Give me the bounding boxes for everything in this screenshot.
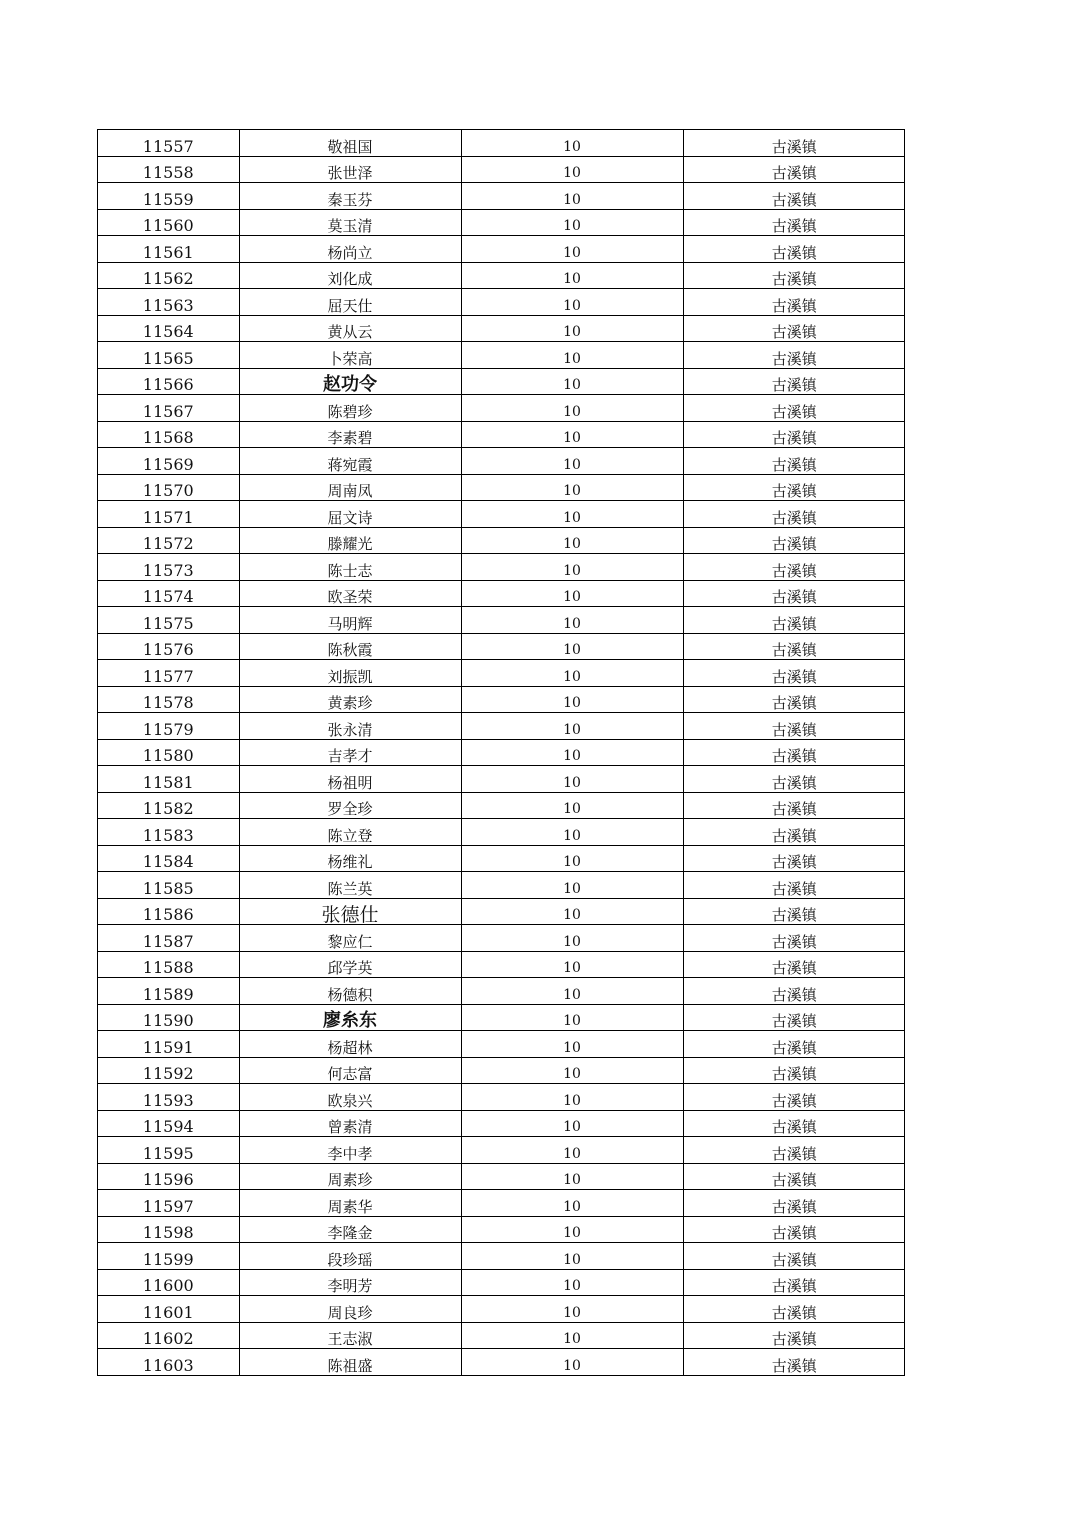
cell-name: 陈士志 (239, 554, 461, 581)
cell-name: 周南凤 (239, 474, 461, 501)
cell-name: 曾素清 (239, 1110, 461, 1137)
table-row (98, 925, 905, 952)
cell-amount: 10 (461, 872, 683, 899)
cell-amount: 10 (461, 1243, 683, 1270)
cell-amount: 10 (461, 474, 683, 501)
cell-amount: 10 (461, 713, 683, 740)
cell-name: 周良珍 (239, 1296, 461, 1323)
cell-amount: 10 (461, 209, 683, 236)
cell-name: 陈立登 (239, 819, 461, 846)
cell-name: 陈秋霞 (239, 633, 461, 660)
table-row (98, 1243, 905, 1270)
cell-town: 古溪镇 (683, 501, 905, 528)
cell-town: 古溪镇 (683, 209, 905, 236)
table-row (98, 1110, 905, 1137)
cell-town: 古溪镇 (683, 951, 905, 978)
cell-id: 11560 (98, 209, 239, 236)
cell-name: 罗全珍 (239, 792, 461, 819)
table-row (98, 501, 905, 528)
cell-name: 蒋宛霞 (239, 448, 461, 475)
cell-amount: 10 (461, 845, 683, 872)
cell-name: 杨尚立 (239, 236, 461, 263)
cell-town: 古溪镇 (683, 845, 905, 872)
cell-id: 11589 (98, 978, 239, 1005)
table-row (98, 474, 905, 501)
cell-town: 古溪镇 (683, 792, 905, 819)
cell-name: 杨祖明 (239, 766, 461, 793)
cell-town: 古溪镇 (683, 633, 905, 660)
table-row (98, 395, 905, 422)
cell-name: 邱学英 (239, 951, 461, 978)
cell-amount: 10 (461, 1084, 683, 1111)
cell-town: 古溪镇 (683, 1269, 905, 1296)
cell-id: 11601 (98, 1296, 239, 1323)
table-row (98, 183, 905, 210)
cell-id: 11590 (98, 1004, 239, 1031)
cell-amount: 10 (461, 1190, 683, 1217)
cell-id: 11600 (98, 1269, 239, 1296)
cell-amount: 10 (461, 925, 683, 952)
cell-amount: 10 (461, 1322, 683, 1349)
cell-id: 11573 (98, 554, 239, 581)
cell-id: 11585 (98, 872, 239, 899)
cell-amount: 10 (461, 395, 683, 422)
cell-id: 11565 (98, 342, 239, 369)
cell-town: 古溪镇 (683, 130, 905, 156)
cell-id: 11575 (98, 607, 239, 634)
cell-id: 11599 (98, 1243, 239, 1270)
cell-name: 廖糸东 (239, 1004, 461, 1031)
cell-town: 古溪镇 (683, 978, 905, 1005)
cell-name: 李中孝 (239, 1137, 461, 1164)
cell-town: 古溪镇 (683, 1110, 905, 1137)
cell-id: 11580 (98, 739, 239, 766)
cell-amount: 10 (461, 289, 683, 316)
table-row (98, 898, 905, 925)
cell-amount: 10 (461, 819, 683, 846)
cell-id: 11583 (98, 819, 239, 846)
cell-name: 马明辉 (239, 607, 461, 634)
cell-id: 11579 (98, 713, 239, 740)
cell-town: 古溪镇 (683, 183, 905, 210)
cell-amount: 10 (461, 183, 683, 210)
cell-amount: 10 (461, 792, 683, 819)
cell-id: 11571 (98, 501, 239, 528)
cell-town: 古溪镇 (683, 580, 905, 607)
cell-town: 古溪镇 (683, 739, 905, 766)
cell-amount: 10 (461, 1004, 683, 1031)
cell-id: 11562 (98, 262, 239, 289)
cell-name: 李素碧 (239, 421, 461, 448)
cell-town: 古溪镇 (683, 262, 905, 289)
table-row (98, 845, 905, 872)
cell-town: 古溪镇 (683, 395, 905, 422)
cell-town: 古溪镇 (683, 1296, 905, 1323)
cell-amount: 10 (461, 236, 683, 263)
cell-name: 张世泽 (239, 156, 461, 183)
cell-name: 周素华 (239, 1190, 461, 1217)
cell-name: 张德仕 (239, 898, 461, 925)
cell-id: 11572 (98, 527, 239, 554)
cell-name: 滕耀光 (239, 527, 461, 554)
cell-amount: 10 (461, 368, 683, 395)
table-row (98, 1269, 905, 1296)
cell-id: 11559 (98, 183, 239, 210)
cell-amount: 10 (461, 739, 683, 766)
table-row (98, 686, 905, 713)
cell-town: 古溪镇 (683, 368, 905, 395)
cell-town: 古溪镇 (683, 156, 905, 183)
cell-town: 古溪镇 (683, 1349, 905, 1375)
table-row (98, 1322, 905, 1349)
cell-id: 11576 (98, 633, 239, 660)
cell-town: 古溪镇 (683, 607, 905, 634)
table-row (98, 315, 905, 342)
cell-name: 屈天仕 (239, 289, 461, 316)
cell-name: 陈祖盛 (239, 1349, 461, 1375)
cell-amount: 10 (461, 951, 683, 978)
table-row (98, 1163, 905, 1190)
cell-id: 11593 (98, 1084, 239, 1111)
cell-town: 古溪镇 (683, 1163, 905, 1190)
cell-town: 古溪镇 (683, 686, 905, 713)
cell-town: 古溪镇 (683, 421, 905, 448)
cell-town: 古溪镇 (683, 898, 905, 925)
cell-town: 古溪镇 (683, 236, 905, 263)
cell-amount: 10 (461, 421, 683, 448)
table-row (98, 792, 905, 819)
cell-name: 杨德积 (239, 978, 461, 1005)
table-row (98, 978, 905, 1005)
cell-town: 古溪镇 (683, 1137, 905, 1164)
cell-id: 11602 (98, 1322, 239, 1349)
table-row (98, 1296, 905, 1323)
table-row (98, 554, 905, 581)
cell-amount: 10 (461, 342, 683, 369)
table-row (98, 607, 905, 634)
cell-amount: 10 (461, 130, 683, 156)
cell-amount: 10 (461, 1163, 683, 1190)
cell-id: 11598 (98, 1216, 239, 1243)
cell-name: 李明芳 (239, 1269, 461, 1296)
cell-name: 欧泉兴 (239, 1084, 461, 1111)
cell-name: 吉孝才 (239, 739, 461, 766)
cell-name: 刘化成 (239, 262, 461, 289)
table-row (98, 1349, 905, 1375)
table-row (98, 660, 905, 687)
table-row (98, 1084, 905, 1111)
cell-amount: 10 (461, 1110, 683, 1137)
cell-town: 古溪镇 (683, 713, 905, 740)
cell-id: 11603 (98, 1349, 239, 1375)
cell-name: 欧圣荣 (239, 580, 461, 607)
cell-id: 11566 (98, 368, 239, 395)
cell-id: 11568 (98, 421, 239, 448)
cell-town: 古溪镇 (683, 872, 905, 899)
cell-amount: 10 (461, 554, 683, 581)
cell-id: 11596 (98, 1163, 239, 1190)
cell-amount: 10 (461, 633, 683, 660)
cell-id: 11569 (98, 448, 239, 475)
cell-town: 古溪镇 (683, 925, 905, 952)
cell-id: 11563 (98, 289, 239, 316)
cell-name: 张永清 (239, 713, 461, 740)
table-row (98, 209, 905, 236)
table-row (98, 1004, 905, 1031)
cell-amount: 10 (461, 607, 683, 634)
cell-town: 古溪镇 (683, 315, 905, 342)
cell-name: 秦玉芬 (239, 183, 461, 210)
cell-amount: 10 (461, 501, 683, 528)
table-row (98, 156, 905, 183)
cell-amount: 10 (461, 1137, 683, 1164)
cell-town: 古溪镇 (683, 289, 905, 316)
cell-amount: 10 (461, 1216, 683, 1243)
table-row (98, 739, 905, 766)
cell-id: 11592 (98, 1057, 239, 1084)
cell-amount: 10 (461, 1031, 683, 1058)
table-row (98, 1057, 905, 1084)
table-row (98, 713, 905, 740)
cell-town: 古溪镇 (683, 1031, 905, 1058)
table-row (98, 342, 905, 369)
cell-id: 11558 (98, 156, 239, 183)
table-row (98, 766, 905, 793)
cell-name: 王志淑 (239, 1322, 461, 1349)
cell-id: 11591 (98, 1031, 239, 1058)
cell-name: 何志富 (239, 1057, 461, 1084)
cell-id: 11594 (98, 1110, 239, 1137)
cell-id: 11567 (98, 395, 239, 422)
cell-town: 古溪镇 (683, 1057, 905, 1084)
cell-id: 11588 (98, 951, 239, 978)
table-row (98, 289, 905, 316)
table-row (98, 236, 905, 263)
cell-name: 陈碧珍 (239, 395, 461, 422)
cell-name: 刘振凯 (239, 660, 461, 687)
cell-name: 赵功令 (239, 368, 461, 395)
cell-id: 11578 (98, 686, 239, 713)
cell-town: 古溪镇 (683, 527, 905, 554)
table-row (98, 819, 905, 846)
cell-town: 古溪镇 (683, 474, 905, 501)
cell-name: 敬祖国 (239, 130, 461, 156)
cell-name: 屈文诗 (239, 501, 461, 528)
cell-name: 段珍瑶 (239, 1243, 461, 1270)
cell-amount: 10 (461, 898, 683, 925)
cell-name: 杨超林 (239, 1031, 461, 1058)
cell-name: 莫玉清 (239, 209, 461, 236)
table-row (98, 1190, 905, 1217)
cell-amount: 10 (461, 580, 683, 607)
cell-town: 古溪镇 (683, 660, 905, 687)
cell-name: 周素珍 (239, 1163, 461, 1190)
cell-town: 古溪镇 (683, 1322, 905, 1349)
table-row (98, 421, 905, 448)
cell-name: 黎应仁 (239, 925, 461, 952)
data-table-container (97, 129, 905, 1376)
cell-name: 李隆金 (239, 1216, 461, 1243)
cell-town: 古溪镇 (683, 1084, 905, 1111)
table-row (98, 1216, 905, 1243)
cell-id: 11595 (98, 1137, 239, 1164)
cell-amount: 10 (461, 686, 683, 713)
table-body (98, 130, 905, 1375)
cell-amount: 10 (461, 766, 683, 793)
cell-town: 古溪镇 (683, 554, 905, 581)
cell-id: 11577 (98, 660, 239, 687)
cell-name: 卜荣高 (239, 342, 461, 369)
cell-id: 11574 (98, 580, 239, 607)
table-row (98, 448, 905, 475)
cell-amount: 10 (461, 1057, 683, 1084)
cell-town: 古溪镇 (683, 448, 905, 475)
table-row (98, 130, 905, 156)
table-row (98, 368, 905, 395)
cell-town: 古溪镇 (683, 1216, 905, 1243)
cell-id: 11570 (98, 474, 239, 501)
table-row (98, 527, 905, 554)
cell-town: 古溪镇 (683, 819, 905, 846)
cell-id: 11587 (98, 925, 239, 952)
cell-name: 黄从云 (239, 315, 461, 342)
cell-town: 古溪镇 (683, 1004, 905, 1031)
cell-name: 杨维礼 (239, 845, 461, 872)
table-row (98, 633, 905, 660)
cell-amount: 10 (461, 978, 683, 1005)
cell-id: 11564 (98, 315, 239, 342)
cell-town: 古溪镇 (683, 342, 905, 369)
table-row (98, 872, 905, 899)
cell-amount: 10 (461, 156, 683, 183)
cell-id: 11597 (98, 1190, 239, 1217)
cell-amount: 10 (461, 527, 683, 554)
cell-amount: 10 (461, 262, 683, 289)
cell-amount: 10 (461, 448, 683, 475)
table-row (98, 1031, 905, 1058)
cell-id: 11581 (98, 766, 239, 793)
cell-id: 11582 (98, 792, 239, 819)
cell-amount: 10 (461, 660, 683, 687)
cell-name: 黄素珍 (239, 686, 461, 713)
table-row (98, 1137, 905, 1164)
cell-id: 11561 (98, 236, 239, 263)
cell-amount: 10 (461, 1349, 683, 1375)
table-row (98, 951, 905, 978)
cell-id: 11584 (98, 845, 239, 872)
cell-town: 古溪镇 (683, 766, 905, 793)
cell-name: 陈兰英 (239, 872, 461, 899)
cell-town: 古溪镇 (683, 1190, 905, 1217)
cell-town: 古溪镇 (683, 1243, 905, 1270)
table-row (98, 580, 905, 607)
cell-id: 11586 (98, 898, 239, 925)
data-table (98, 130, 905, 1375)
cell-id: 11557 (98, 130, 239, 156)
cell-amount: 10 (461, 315, 683, 342)
cell-amount: 10 (461, 1269, 683, 1296)
cell-amount: 10 (461, 1296, 683, 1323)
table-row (98, 262, 905, 289)
